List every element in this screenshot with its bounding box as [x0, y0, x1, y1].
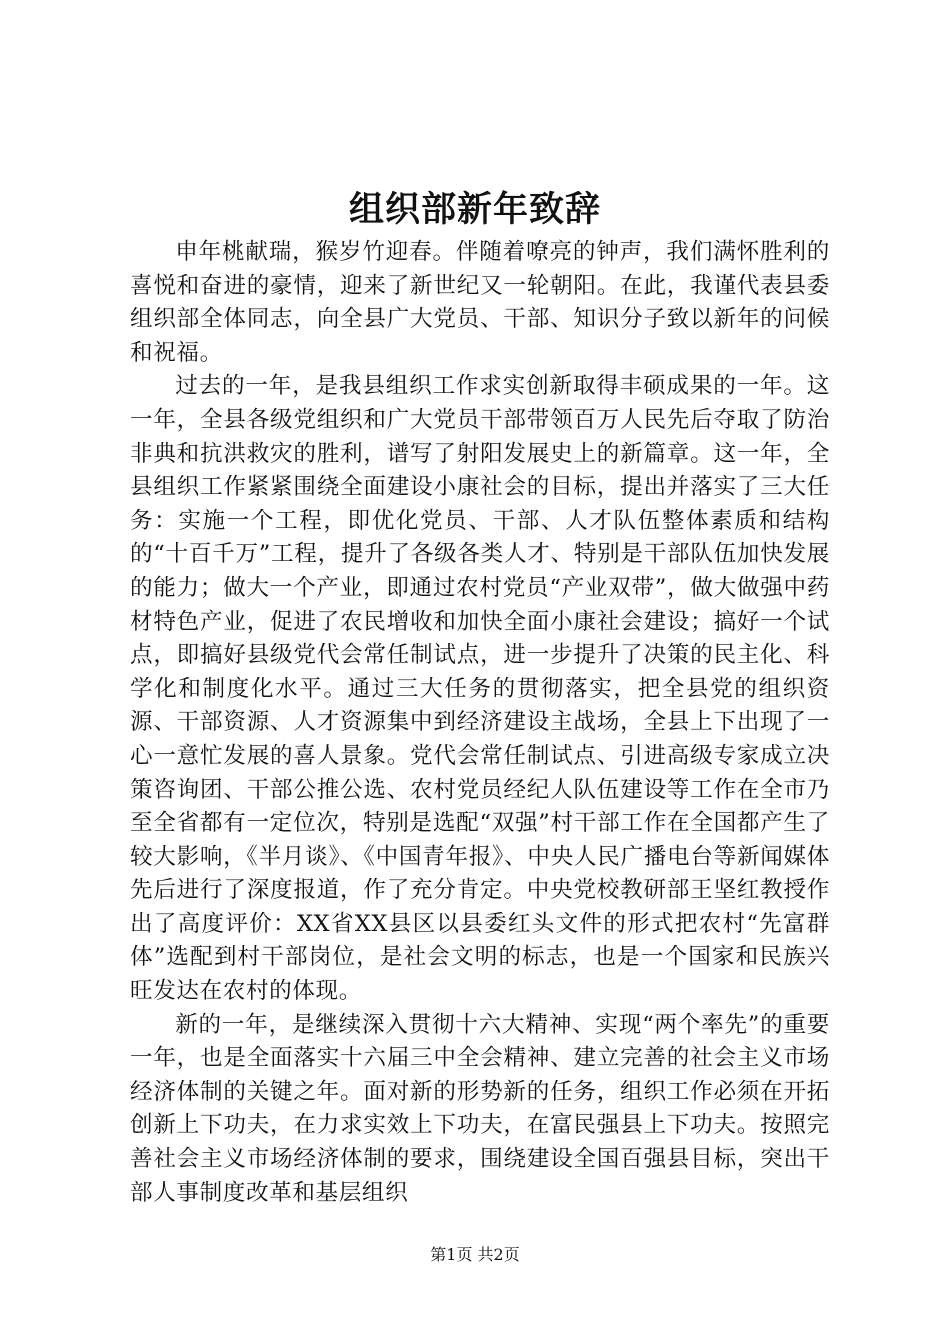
paragraph-review: 过去的一年，是我县组织工作求实创新取得丰硕成果的一年。这一年，全县各级党组织和广大党员干部带领百万人民先后夺取了防治非典和抗洪救灾的胜利，谱写了射阳发展史上的新篇章。这一年，全县组织工作紧紧围绕全面建设小康社会的目标，提出并落实了三大任务：实施一个工程，即优化党员、干部、人才队伍整体素质和结构的“十百千万”工程，提升了各级各类人才、特别是干部队伍加快发展的能力；做大一个产业，即通过农村党员“产业双带”，做大做强中药材特色产业，促进了农民增收和加快全面小康社会建设；搞好一个试点，即搞好县级党代会常任制试点，进一步提升了决策的民主化、科学化和制度化水平。通过三大任务的贯彻落实，把全县党的组织资源、干部资源、人才资源集中到经济建设主战场，全县上下出现了一心一意忙发展的喜人景象。党代会常任制试点、引进高级专家成立决策咨询团、干部公推公选、农村党员经纪人队伍建设等工作在全市乃至全省都有一定位次，特别是选配“双强”村干部工作在全国都产生了较大影响，《半月谈》、《中国青年报》、中央人民广播电台等新闻媒体先后进行了深度报道，作了充分肯定。中央党校教研部王坚红教授作出了高度评价：XX省XX县区以县委红头文件的形式把农村“先富群体”选配到村干部岗位，是社会文明的标志，也是一个国家和民族兴旺发达在农村的体现。	[130, 373, 830, 1005]
paragraph-outlook: 新的一年，是继续深入贯彻十六大精神、实现“两个率先”的重要一年，也是全面落实十六届三中全会精神、建立完善的社会主义市场经济体制的关键之年。面对新的形势新的任务，组织工作必须在开拓创新上下功夫，在力求实效上下功夫，在富民强县上下功夫。按照完善社会主义市场经济体制的要求，围绕建设全国百强县目标，突出干部人事制度改革和基层组织	[130, 1011, 830, 1206]
document-title: 组织部新年致辞	[348, 189, 601, 230]
paragraph-greeting: 申年桃献瑞，猴岁竹迎春。伴随着嘹亮的钟声，我们满怀胜利的喜悦和奋进的豪情，迎来了新世纪又一轮朝阳。在此，我谨代表县委组织部全体同志，向全县广大党员、干部、知识分子致以新年的问候和祝福。	[130, 239, 830, 366]
page-number-footer: 第1页 共2页	[430, 1245, 520, 1264]
document-body	[130, 236, 830, 1210]
